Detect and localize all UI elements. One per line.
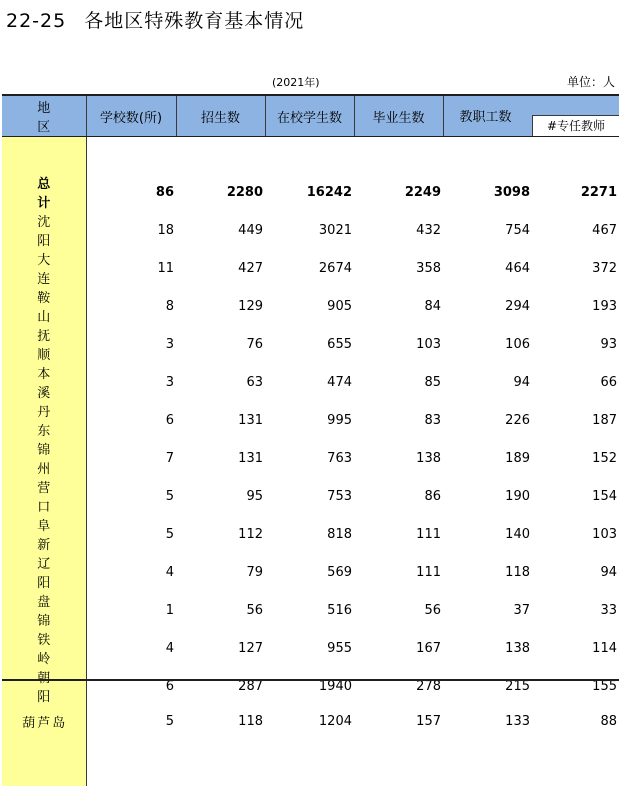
students-cell: 3021 (265, 211, 354, 249)
table-row (2, 629, 619, 667)
staff-cell: 226 (443, 401, 532, 439)
tail-row (2, 737, 619, 786)
enrolled-cell: 427 (176, 249, 265, 287)
schools-cell: 5 (86, 515, 176, 553)
teachers-cell: 103 (532, 515, 619, 553)
enrolled-cell: 129 (176, 287, 265, 325)
table-title: 各地区特殊教育基本情况 (84, 10, 304, 32)
tail-cell (86, 737, 176, 786)
staff-cell: 190 (443, 477, 532, 515)
students-cell: 1940 (265, 667, 354, 705)
staff-cell: 106 (443, 325, 532, 363)
students-cell: 995 (265, 401, 354, 439)
header-students: 在校学生数 (265, 95, 354, 137)
tail-cell (443, 737, 532, 786)
teachers-cell: 154 (532, 477, 619, 515)
table-row (2, 249, 619, 287)
teachers-cell: 152 (532, 439, 619, 477)
region-cell: 铁岭 (2, 629, 86, 667)
tail-cell (176, 737, 265, 786)
schools-cell: 86 (86, 173, 176, 211)
header-graduates: 毕业生数 (354, 95, 443, 137)
total-row (2, 173, 619, 211)
spacer-row (2, 137, 619, 174)
table-row (2, 325, 619, 363)
year-label: (2021年) (272, 74, 320, 90)
region-cell: 抚顺 (2, 325, 86, 363)
students-cell: 516 (265, 591, 354, 629)
enrolled-cell: 127 (176, 629, 265, 667)
schools-cell: 7 (86, 439, 176, 477)
table-header (2, 95, 619, 137)
staff-cell: 140 (443, 515, 532, 553)
schools-cell: 1 (86, 591, 176, 629)
stats-table (2, 94, 619, 786)
region-cell: 阜新 (2, 515, 86, 553)
staff-cell: 94 (443, 363, 532, 401)
graduates-cell: 157 (354, 705, 443, 737)
graduates-cell: 111 (354, 515, 443, 553)
students-cell: 474 (265, 363, 354, 401)
enrolled-cell: 112 (176, 515, 265, 553)
spacer-region-cell (2, 137, 86, 174)
staff-cell: 464 (443, 249, 532, 287)
graduates-cell: 84 (354, 287, 443, 325)
schools-cell: 6 (86, 667, 176, 705)
graduates-cell: 358 (354, 249, 443, 287)
region-cell: 朝阳 (2, 667, 86, 705)
region-cell: 葫芦岛 (2, 705, 86, 737)
enrolled-cell: 95 (176, 477, 265, 515)
header-enrolled: 招生数 (176, 95, 265, 137)
students-cell: 818 (265, 515, 354, 553)
graduates-cell: 2249 (354, 173, 443, 211)
table-row (2, 477, 619, 515)
staff-cell: 294 (443, 287, 532, 325)
header-region: 地区 (2, 95, 86, 137)
table-row (2, 667, 619, 705)
table-body (2, 137, 619, 786)
schools-cell: 3 (86, 325, 176, 363)
region-cell: 本溪 (2, 363, 86, 401)
schools-cell: 5 (86, 705, 176, 737)
enrolled-cell: 2280 (176, 173, 265, 211)
header-schools: 学校数(所) (86, 95, 176, 137)
teachers-cell: 193 (532, 287, 619, 325)
region-cell: 鞍山 (2, 287, 86, 325)
students-cell: 905 (265, 287, 354, 325)
tail-cell (532, 737, 619, 786)
table-row (2, 591, 619, 629)
teachers-cell: 467 (532, 211, 619, 249)
students-cell: 2674 (265, 249, 354, 287)
teachers-cell: 33 (532, 591, 619, 629)
graduates-cell: 86 (354, 477, 443, 515)
enrolled-cell: 449 (176, 211, 265, 249)
region-cell: 沈阳 (2, 211, 86, 249)
unit-label: 单位：人 (567, 73, 615, 90)
teachers-cell: 2271 (532, 173, 619, 211)
staff-cell: 189 (443, 439, 532, 477)
header-teachers: #专任教师 (532, 115, 619, 136)
tail-cell (265, 737, 354, 786)
graduates-cell: 138 (354, 439, 443, 477)
graduates-cell: 432 (354, 211, 443, 249)
schools-cell: 3 (86, 363, 176, 401)
teachers-cell: 155 (532, 667, 619, 705)
schools-cell: 6 (86, 401, 176, 439)
region-cell: 丹东 (2, 401, 86, 439)
stats-table-container (2, 94, 619, 786)
bottom-rule (2, 679, 619, 681)
students-cell: 16242 (265, 173, 354, 211)
graduates-cell: 103 (354, 325, 443, 363)
schools-cell: 4 (86, 629, 176, 667)
graduates-cell: 56 (354, 591, 443, 629)
graduates-cell: 167 (354, 629, 443, 667)
enrolled-cell: 131 (176, 439, 265, 477)
enrolled-cell: 56 (176, 591, 265, 629)
staff-cell: 3098 (443, 173, 532, 211)
header-staff-group (443, 95, 619, 137)
header-row (2, 95, 619, 137)
enrolled-cell: 131 (176, 401, 265, 439)
enrolled-cell: 76 (176, 325, 265, 363)
students-cell: 655 (265, 325, 354, 363)
students-cell: 1204 (265, 705, 354, 737)
teachers-cell: 93 (532, 325, 619, 363)
schools-cell: 18 (86, 211, 176, 249)
enrolled-cell: 79 (176, 553, 265, 591)
tail-cell (354, 737, 443, 786)
table-row (2, 705, 619, 737)
table-row (2, 515, 619, 553)
staff-cell: 138 (443, 629, 532, 667)
schools-cell: 4 (86, 553, 176, 591)
tail-region-cell (2, 737, 86, 786)
region-cell: 辽阳 (2, 553, 86, 591)
region-cell: 大连 (2, 249, 86, 287)
region-cell: 锦州 (2, 439, 86, 477)
teachers-cell: 94 (532, 553, 619, 591)
teachers-cell: 187 (532, 401, 619, 439)
table-row (2, 401, 619, 439)
staff-cell: 215 (443, 667, 532, 705)
teachers-cell: 88 (532, 705, 619, 737)
table-row (2, 553, 619, 591)
staff-cell: 133 (443, 705, 532, 737)
enrolled-cell: 63 (176, 363, 265, 401)
staff-cell: 118 (443, 553, 532, 591)
staff-cell: 37 (443, 591, 532, 629)
table-row (2, 211, 619, 249)
table-row (2, 287, 619, 325)
enrolled-cell: 118 (176, 705, 265, 737)
region-cell: 总计 (2, 173, 86, 211)
schools-cell: 8 (86, 287, 176, 325)
graduates-cell: 111 (354, 553, 443, 591)
teachers-cell: 114 (532, 629, 619, 667)
header-staff: 教职工数 (460, 106, 512, 125)
table-code: 22-25 (6, 10, 66, 32)
table-row (2, 363, 619, 401)
graduates-cell: 278 (354, 667, 443, 705)
enrolled-cell: 287 (176, 667, 265, 705)
graduates-cell: 83 (354, 401, 443, 439)
schools-cell: 5 (86, 477, 176, 515)
students-cell: 955 (265, 629, 354, 667)
schools-cell: 11 (86, 249, 176, 287)
students-cell: 763 (265, 439, 354, 477)
graduates-cell: 85 (354, 363, 443, 401)
region-cell: 营口 (2, 477, 86, 515)
teachers-cell: 66 (532, 363, 619, 401)
region-cell: 盘锦 (2, 591, 86, 629)
page-title (6, 6, 304, 33)
teachers-cell: 372 (532, 249, 619, 287)
students-cell: 569 (265, 553, 354, 591)
table-row (2, 439, 619, 477)
staff-cell: 754 (443, 211, 532, 249)
students-cell: 753 (265, 477, 354, 515)
